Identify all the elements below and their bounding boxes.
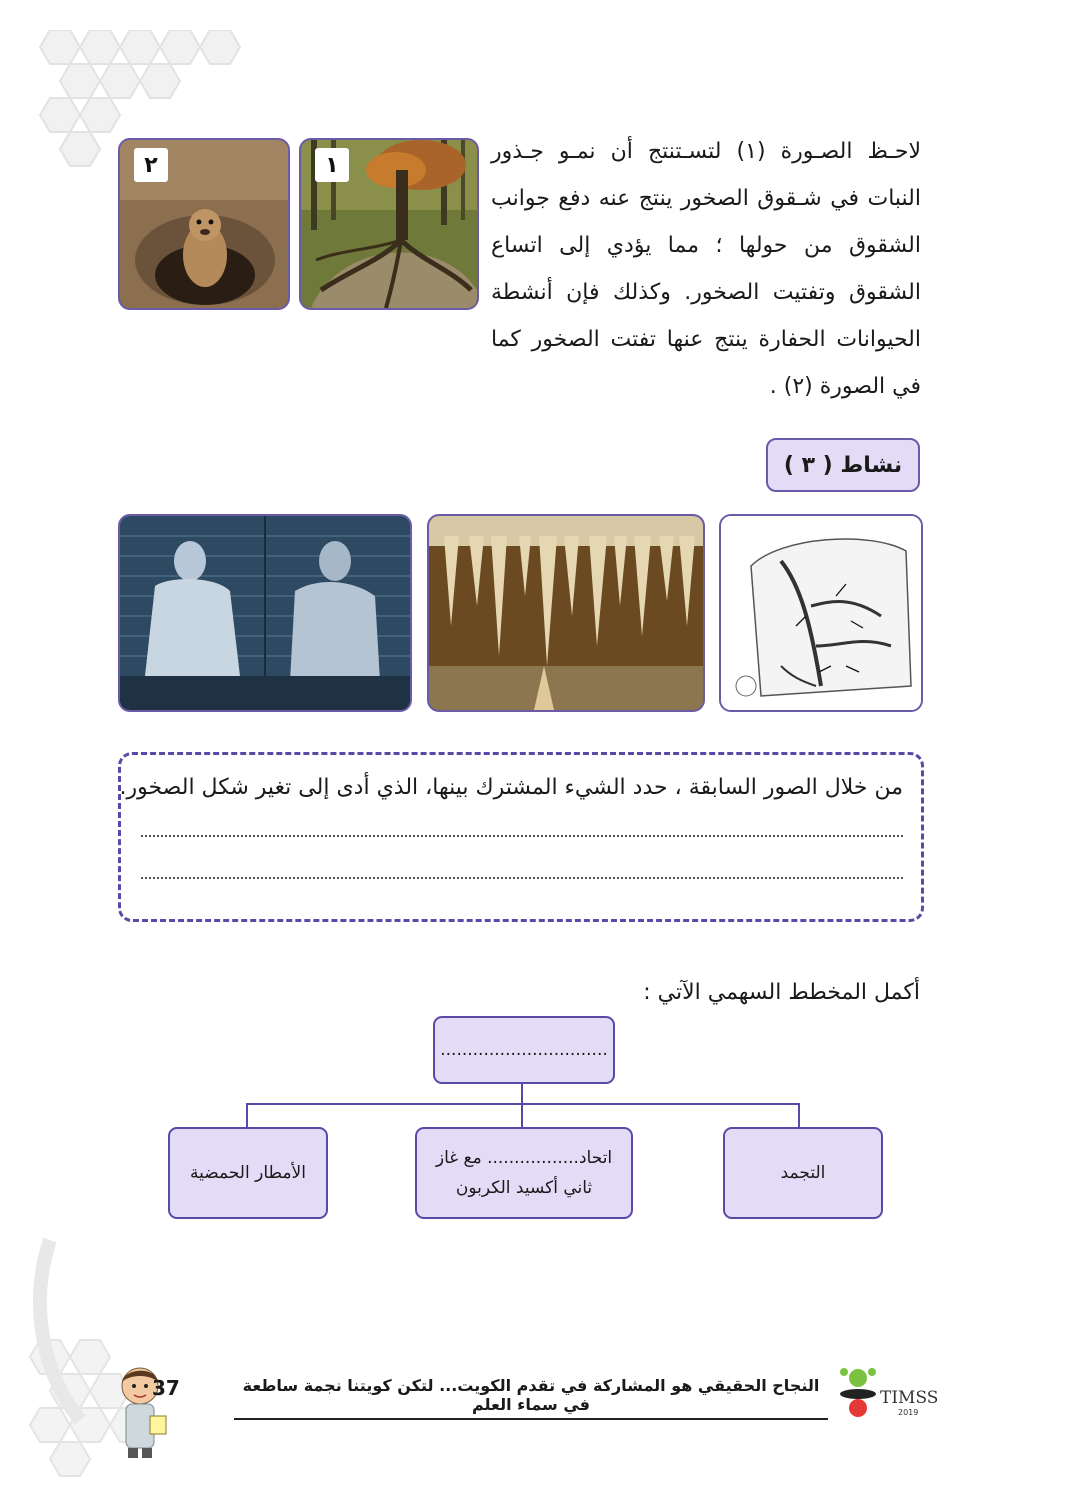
diagram-box-carbon-dioxide[interactable]	[415, 1127, 633, 1219]
timss-logo-icon	[836, 1364, 880, 1420]
frost-wedging-sketch-image	[721, 516, 921, 710]
photo-weathered-statues	[118, 514, 412, 712]
diagram-box-carbon-dioxide-line1: اتحاد................. مع غاز	[435, 1148, 613, 1168]
photo-tree-roots	[299, 138, 479, 310]
photo-burrowing-animal	[118, 138, 290, 310]
connector-drop-left	[246, 1103, 248, 1127]
photo-cave-stalactites	[427, 514, 705, 712]
diagram-box-acid-rain-label: الأمطار الحمضية	[190, 1163, 306, 1183]
photo-number-2: ٢	[134, 148, 168, 182]
photo-number-1: ١	[315, 148, 349, 182]
question-text: من خلال الصور السابقة ، حدد الشيء المشترك بينها، الذي أدى إلى تغير شكل الصخور.	[119, 775, 903, 800]
question-box	[118, 752, 924, 922]
page-number: 37	[152, 1376, 180, 1400]
answer-line-1[interactable]	[141, 835, 903, 837]
cave-stalactites-image	[429, 516, 703, 710]
activity-title: نشاط ( ٣ )	[766, 438, 920, 492]
student-mascot-icon	[110, 1360, 174, 1460]
answer-line-2[interactable]	[141, 877, 903, 879]
connector-drop-right	[798, 1103, 800, 1127]
connector-vertical-top	[521, 1082, 523, 1104]
diagram-title: أكمل المخطط السهمي الآتي :	[643, 980, 920, 1005]
photo-frost-wedging-sketch	[719, 514, 923, 712]
diagram-top-box[interactable]	[433, 1016, 615, 1084]
diagram-top-box-blank: ...............................	[440, 1040, 608, 1060]
weathered-statues-image	[120, 516, 410, 710]
connector-drop-middle	[521, 1103, 523, 1127]
diagram-box-acid-rain	[168, 1127, 328, 1219]
connector-horizontal	[246, 1103, 800, 1105]
intro-paragraph: لاحـظ الصـورة (١) لتسـتنتج أن نمـو جـذور النبات في شـقوق الصخور ينتج عنه دفع جوانب الشقوق من حولها ؛ مما يؤدي إلى اتساع الشقوق وتفتيت الصخور. وكذلك فإن أنشطة الحيوانات الحفارة ينتج عنها تفتت الصخور كما في الصورة (٢) .	[491, 139, 921, 399]
diagram-box-freezing-label: التجمد	[780, 1163, 826, 1183]
timss-logo-year: 2019	[898, 1408, 919, 1417]
footer-slogan: النجاح الحقيقي هو المشاركة في تقدم الكويت... لتكن كويتنا نجمة ساطعة في سماء العلم	[234, 1376, 828, 1420]
diagram-box-carbon-dioxide-line2: ثاني أكسيد الكربون	[455, 1178, 593, 1198]
timss-logo-text: TIMSS	[880, 1388, 939, 1408]
diagram-box-freezing	[723, 1127, 883, 1219]
